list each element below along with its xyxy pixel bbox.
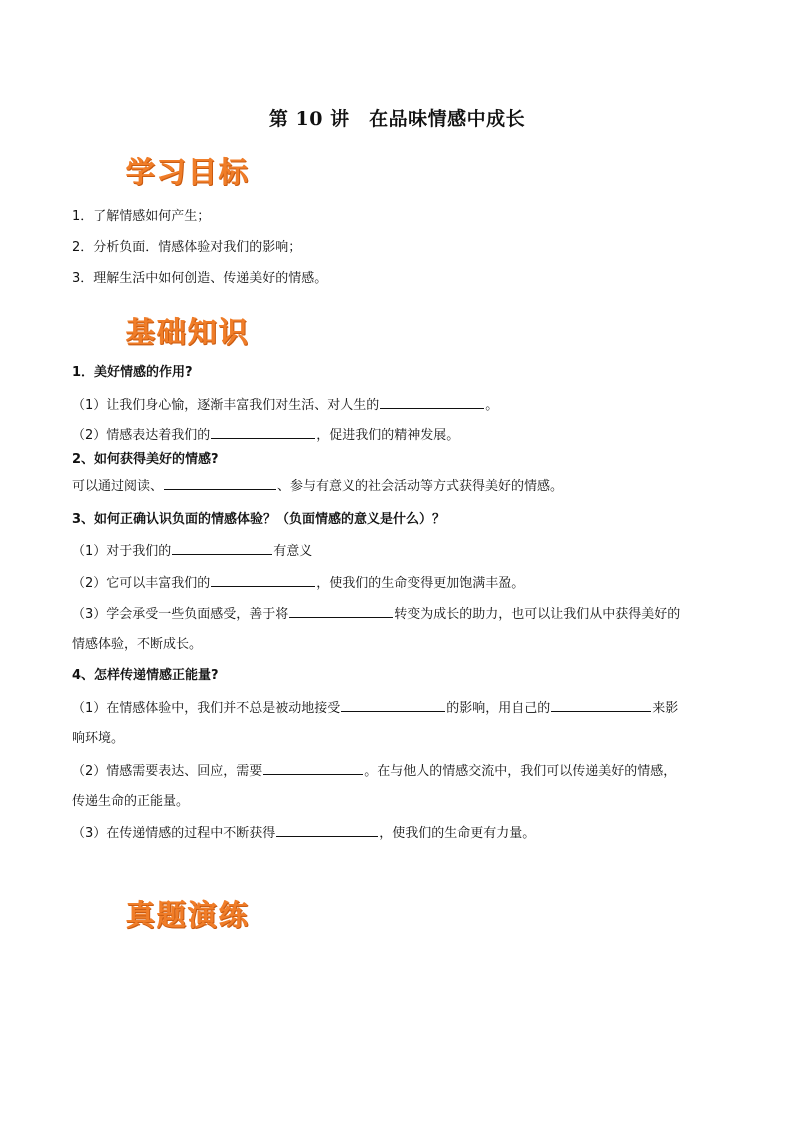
answer-text: 情感体验，不断成长。 <box>72 637 203 652</box>
question-heading: 3、如何正确认识负面的情感体验？（负面情感的意义是什么）？ <box>72 512 446 527</box>
answer-line <box>72 396 732 415</box>
answer-line <box>72 426 732 445</box>
answer-text: ，促进我们的精神发展。 <box>316 428 460 443</box>
answer-line <box>72 824 732 843</box>
answer-line <box>72 762 732 781</box>
answer-line <box>72 574 732 593</box>
fill-blank[interactable] <box>211 574 315 587</box>
answer-line <box>72 793 732 811</box>
section-heading-practice: 真题演练 <box>126 898 251 932</box>
answer-text: 传递生命的正能量。 <box>72 794 190 809</box>
fill-blank[interactable] <box>289 605 393 618</box>
question-heading: 4、怎样传递情感正能量? <box>72 668 219 683</box>
fill-blank[interactable] <box>380 396 484 409</box>
answer-text: 来影 <box>652 701 679 716</box>
answer-text: 有意义 <box>273 544 313 559</box>
answer-text: ，使我们的生命更有力量。 <box>379 826 536 841</box>
fill-blank[interactable] <box>341 699 445 712</box>
answer-line <box>72 636 732 654</box>
answer-text: 转变为成长的助力，也可以让我们从中获得美好的 <box>394 607 681 622</box>
fill-blank[interactable] <box>164 477 276 490</box>
question-heading: 1．美好情感的作用? <box>72 365 193 380</box>
answer-line <box>72 477 732 496</box>
answer-text: （1）对于我们的 <box>72 544 172 559</box>
fill-blank[interactable] <box>263 762 363 775</box>
answer-text: （3）在传递情感的过程中不断获得 <box>72 826 276 841</box>
answer-text: 的影响，用自己的 <box>446 701 551 716</box>
answer-text: （1）让我们身心愉，逐渐丰富我们对生活、对人生的 <box>72 398 380 413</box>
answer-text: 响环境。 <box>72 731 125 746</box>
answer-text: 、参与有意义的社会活动等方式获得美好的情感。 <box>277 479 564 494</box>
answer-line <box>72 699 732 718</box>
fill-blank[interactable] <box>172 542 272 555</box>
objective-item: 1．了解情感如何产生； <box>72 209 211 224</box>
answer-text: （1）在情感体验中，我们并不总是被动地接受 <box>72 701 341 716</box>
question-heading: 2、如何获得美好的情感? <box>72 452 219 467</box>
answer-text: （3）学会承受一些负面感受，善于将 <box>72 607 289 622</box>
section-heading-objectives: 学习目标 <box>126 155 251 189</box>
answer-text: （2）情感需要表达、回应，需要 <box>72 764 263 779</box>
answer-line <box>72 542 732 561</box>
answer-line <box>72 605 732 624</box>
answer-line <box>72 730 732 748</box>
answer-text: 。在与他人的情感交流中，我们可以传递美好的情感， <box>364 764 677 779</box>
objective-item: 2．分析负面．情感体验对我们的影响； <box>72 240 302 255</box>
section-heading-basics: 基础知识 <box>126 315 251 349</box>
page-title: 第 10 讲 在品味情感中成长 <box>268 108 526 130</box>
fill-blank[interactable] <box>551 699 651 712</box>
answer-text: 可以通过阅读、 <box>72 479 164 494</box>
fill-blank[interactable] <box>211 426 315 439</box>
objective-item: 3．理解生活中如何创造、传递美好的情感。 <box>72 271 328 286</box>
answer-text: ，使我们的生命变得更加饱满丰盈。 <box>316 576 525 591</box>
answer-text: 。 <box>485 398 499 413</box>
fill-blank[interactable] <box>276 824 378 837</box>
answer-text: （2）情感表达着我们的 <box>72 428 211 443</box>
answer-text: （2）它可以丰富我们的 <box>72 576 211 591</box>
